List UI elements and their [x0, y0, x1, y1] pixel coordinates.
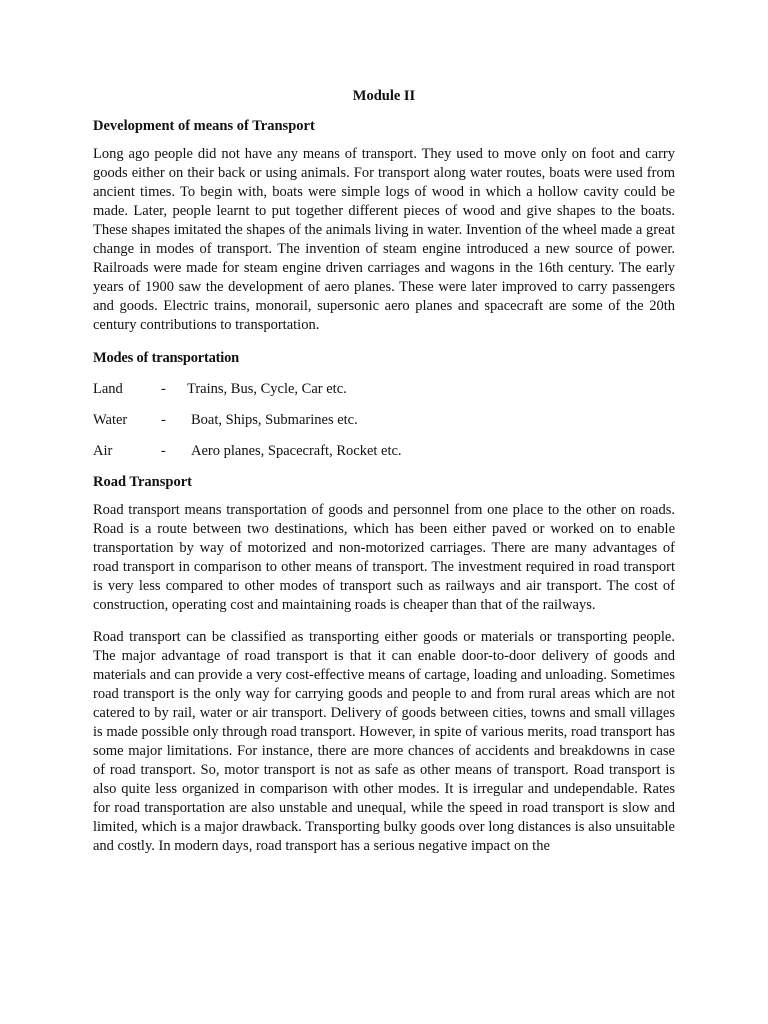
mode-name: Water	[93, 412, 128, 428]
paragraph-road-1: Road transport means transportation of goods and personnel from one place to the other on roads. Road is a route between two destinations, which has been either paved or worked on to enable transportation by way of motorized and non-motorized carriages. There are many advantages of road transport in comparison to other means of transport. The investment required in road transport is very less compared to other modes of transport such as railways and air transport. The cost of construction, operating cost and maintaining roads is cheaper than that of the railways.	[93, 502, 675, 613]
mode-dash: -	[161, 381, 166, 397]
mode-name: Land	[93, 381, 123, 397]
mode-row-air	[93, 441, 675, 461]
modes-heading: Modes of transportation	[93, 350, 240, 366]
paragraph-development: Long ago people did not have any means of transport. They used to move only on foot and carry goods either on their back or using animals. For transport along water routes, boats were used from ancient times. To begin with, boats were simple logs of wood in which a hollow cavity could be made. Later, people learnt to put together different pieces of wood and give shapes to the boats. These shapes imitated the shapes of the animals living in water. Invention of the wheel made a great change in modes of transport. The invention of steam engine introduced a new source of power. Railroads were made for steam engine driven carriages and wagons in the 16th century. The early years of 1900 saw the development of aero planes. These were later improved to carry passengers and goods. Electric trains, monorail, supersonic aero planes and spacecraft are some of the 20th century contributions to transportation.	[93, 146, 675, 333]
document-page	[93, 86, 675, 869]
mode-items: Aero planes, Spacecraft, Rocket etc.	[191, 443, 402, 459]
mode-name: Air	[93, 443, 113, 459]
mode-row-water	[93, 410, 675, 430]
paragraph-road-2: Road transport can be classified as transporting either goods or materials or transporting people. The major advantage of road transport is that it can enable door-to-door delivery of goods and materials and can provide a very cost-effective means of cartage, loading and unloading. Sometimes road transport is the only way for carrying goods and people to and from rural areas which are not catered to by rail, water or air transport. Delivery of goods between cities, towns and small villages is made possible only through road transport. However, in spite of various merits, road transport has some major limitations. For instance, there are more chances of accidents and breakdowns in case of road transport. So, motor transport is not as safe as other means of transport. Road transport is also quite less organized in comparison with other modes. It is irregular and undependable. Rates for road transportation are also unstable and unequal, while the speed in road transport is slow and limited, which is a major drawback. Transporting bulky goods over long distances is also unsuitable and costly. In modern days, road transport has a serious negative impact on the	[93, 629, 675, 854]
mode-row-land	[93, 379, 675, 399]
mode-items: Boat, Ships, Submarines etc.	[191, 412, 358, 428]
mode-dash: -	[161, 412, 166, 428]
module-title: Module II	[352, 88, 416, 104]
section-heading-development: Development of means of Transport	[93, 118, 315, 134]
section-heading-road-transport: Road Transport	[93, 474, 192, 490]
mode-items: Trains, Bus, Cycle, Car etc.	[187, 381, 347, 397]
mode-dash: -	[161, 443, 166, 459]
